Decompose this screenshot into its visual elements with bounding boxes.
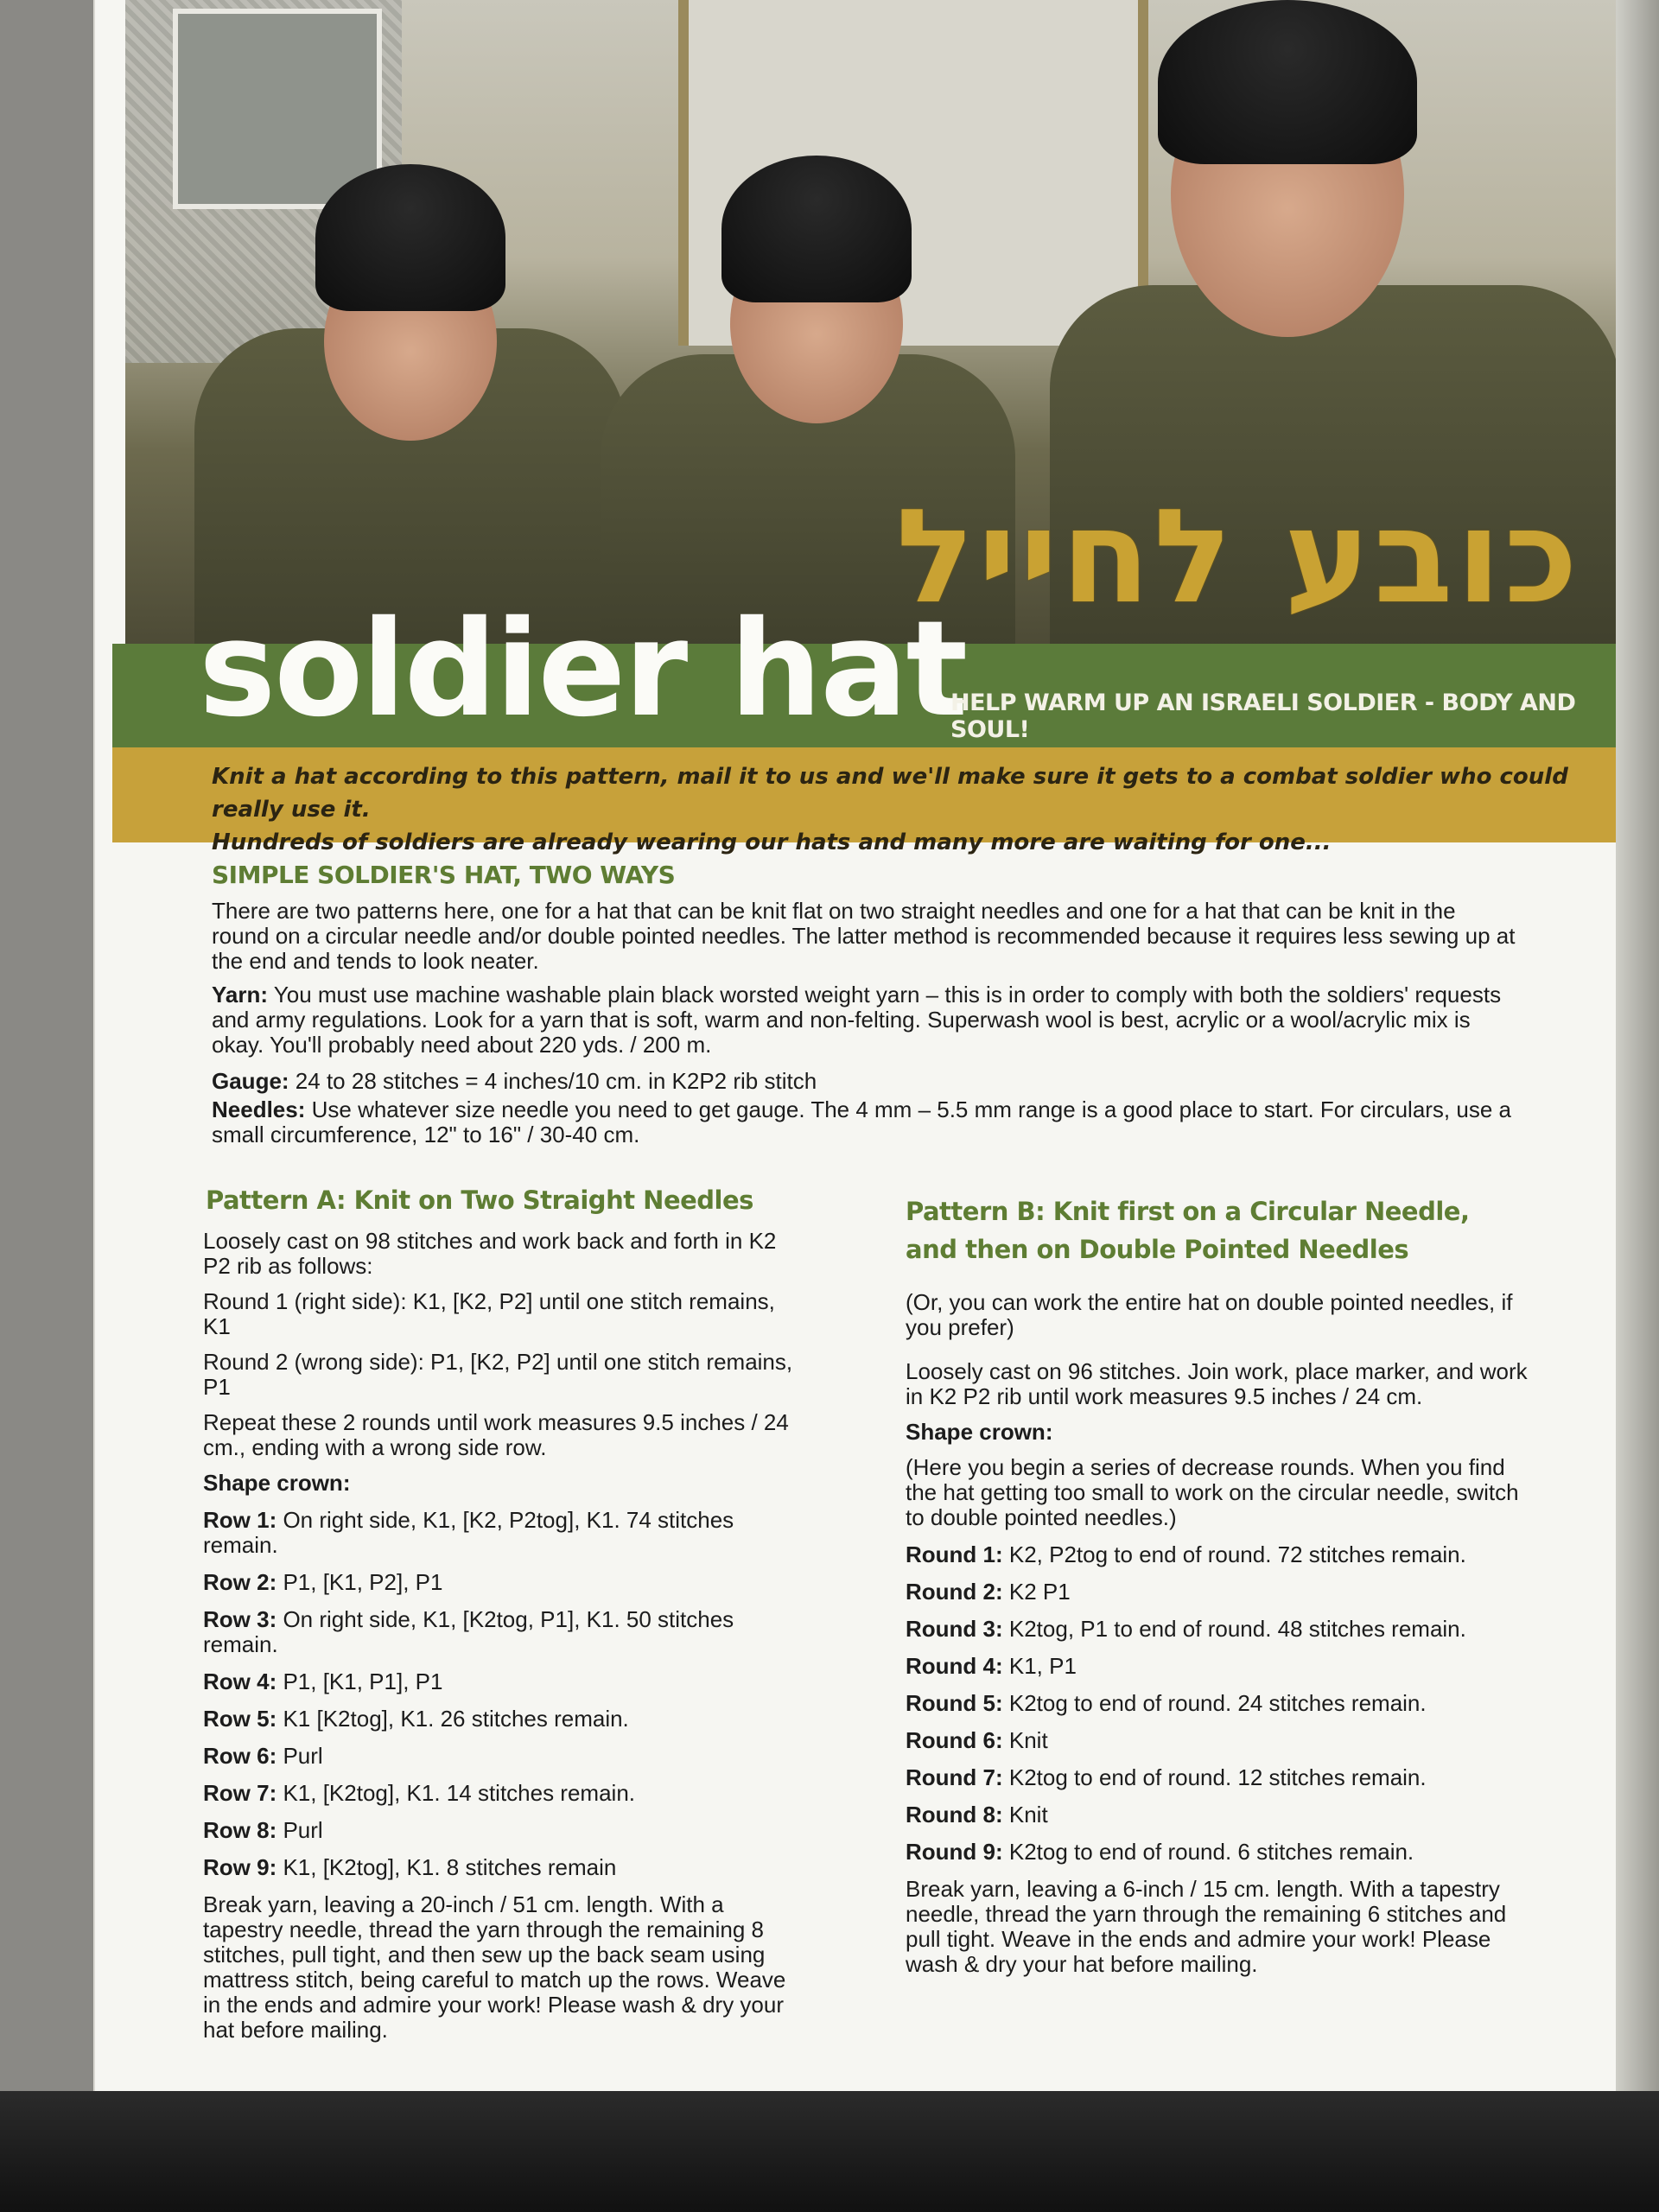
overview-title: SIMPLE SOLDIER'S HAT, TWO WAYS [212, 861, 676, 889]
pattern-b-round: Round 1: K2, P2tog to end of round. 72 stitches remain. [906, 1541, 1466, 1567]
pattern-a-title: Pattern A: Knit on Two Straight Needles [206, 1185, 753, 1215]
pattern-a-row: Row 2: P1, [K1, P2], P1 [203, 1569, 443, 1595]
pattern-b-title-line-1: Pattern B: Knit first on a Circular Needle, [906, 1197, 1470, 1226]
pattern-a-row: Row 6: Purl [203, 1743, 323, 1769]
soldier-left [177, 104, 626, 644]
pattern-a-row: Row 7: K1, [K2tog], K1. 14 stitches remain. [203, 1780, 636, 1806]
pattern-b-column [906, 1290, 1528, 1977]
pattern-b-finish: Break yarn, leaving a 6-inch / 15 cm. length. With a tapestry needle, thread the yarn through the remaining 6 stitches and pull tight. Weave in the ends and admire your work! Please wash & dry your hat before mailing. [906, 1876, 1507, 1977]
pattern-a-round2: Round 2 (wrong side): P1, [K2, P2] until one stitch remains, P1 [203, 1349, 793, 1400]
pattern-a-intro: Loosely cast on 98 stitches and work back and forth in K2 P2 rib as follows: [203, 1228, 777, 1279]
background-edge [1616, 0, 1659, 2108]
gauge-paragraph [212, 1069, 1516, 1094]
pattern-b-round: Round 2: K2 P1 [906, 1579, 1071, 1605]
yarn-text: You must use machine washable plain black worsted weight yarn – this is in order to comply with both the soldiers' requests and army regulations. Look for a yarn that is soft, warm and non-felting. Superwash wool is best, acrylic or a wool/acrylic mix is okay. You'll probably need about 220 yds. / 200 m. [212, 982, 1502, 1058]
pattern-b-round: Round 3: K2tog, P1 to end of round. 48 stitches remain. [906, 1616, 1466, 1642]
overview-description: There are two patterns here, one for a hat that can be knit flat on two straight needles and one for a hat that can be knit in the round on a circular needle and/or double pointed needles. The latter method is recommended because it requires less sewing up at the end and tends to look neater. [212, 898, 1516, 974]
pattern-b-round: Round 4: K1, P1 [906, 1653, 1077, 1679]
page-title: soldier hat [199, 593, 967, 747]
pattern-b-round: Round 9: K2tog to end of round. 6 stitches remain. [906, 1839, 1414, 1865]
gauge-label: Gauge: [212, 1068, 289, 1094]
pattern-b-alt: (Or, you can work the entire hat on double pointed needles, if you prefer) [906, 1289, 1513, 1340]
pattern-a-row: Row 8: Purl [203, 1817, 323, 1843]
hebrew-title: כובע לחייל [896, 482, 1581, 632]
intro-line-2: Hundreds of soldiers are already wearing our hats and many more are waiting for one... [212, 830, 1332, 855]
pattern-a-row: Row 1: On right side, K1, [K2, P2tog], K1. 74 stitches remain. [203, 1507, 734, 1558]
pattern-a-column [203, 1229, 808, 2043]
pattern-a-round1: Round 1 (right side): K1, [K2, P2] until one stitch remains, K1 [203, 1288, 775, 1339]
pattern-a-repeat: Repeat these 2 rounds until work measures 9.5 inches / 24 cm., ending with a wrong side row. [203, 1409, 789, 1460]
pattern-a-row: Row 5: K1 [K2tog], K1. 26 stitches remain. [203, 1706, 629, 1732]
gauge-text: 24 to 28 stitches = 4 inches/10 cm. in K2P2 rib stitch [289, 1068, 817, 1094]
pattern-a-shape-crown: Shape crown: [203, 1470, 351, 1496]
yarn-label: Yarn: [212, 982, 269, 1007]
pattern-a-row: Row 3: On right side, K1, [K2tog, P1], K1. 50 stitches remain. [203, 1606, 734, 1657]
pattern-a-finish: Break yarn, leaving a 20-inch / 51 cm. length. With a tapestry needle, thread the yarn through the remaining 8 stitches, pull tight, and then sew up the back seam using mattress stitch, being careful to match up the rows. Weave in the ends and admire your work! Please wash & dry your hat before mailing. [203, 1891, 786, 2043]
pattern-b-title-line-2: and then on Double Pointed Needles [906, 1235, 1409, 1264]
soldiers-photo [125, 0, 1616, 644]
pattern-b-crown-note: (Here you begin a series of decrease rounds. When you find the hat getting too small to work on the circular needle, switch to double pointed needles.) [906, 1454, 1519, 1530]
needles-paragraph [212, 1097, 1516, 1147]
yarn-paragraph [212, 982, 1516, 1058]
pattern-b-intro: Loosely cast on 96 stitches. Join work, place marker, and work in K2 P2 rib until work measures 9.5 inches / 24 cm. [906, 1358, 1528, 1409]
intro-line-1: Knit a hat according to this pattern, mail it to us and we'll make sure it gets to a combat soldier who could really use it. [212, 764, 1568, 823]
pattern-b-shape-crown: Shape crown: [906, 1419, 1053, 1445]
pattern-b-title [906, 1192, 1597, 1268]
intro-text [212, 760, 1594, 859]
background-table [0, 2091, 1659, 2212]
needles-text: Use whatever size needle you need to get gauge. The 4 mm – 5.5 mm range is a good place to start. For circulars, use a small circumference, 12" to 16" / 30-40 cm. [212, 1096, 1511, 1147]
needles-label: Needles: [212, 1096, 306, 1122]
pattern-a-row: Row 4: P1, [K1, P1], P1 [203, 1669, 443, 1694]
pattern-b-round: Round 8: Knit [906, 1802, 1048, 1827]
tagline: HELP WARM UP AN ISRAELI SOLDIER - BODY AND SOUL! [950, 690, 1576, 743]
pattern-a-row: Row 9: K1, [K2tog], K1. 8 stitches remain [203, 1854, 617, 1880]
pattern-b-round: Round 6: Knit [906, 1727, 1048, 1753]
pattern-b-round: Round 7: K2tog to end of round. 12 stitches remain. [906, 1764, 1427, 1790]
pattern-b-round: Round 5: K2tog to end of round. 24 stitches remain. [906, 1690, 1427, 1716]
